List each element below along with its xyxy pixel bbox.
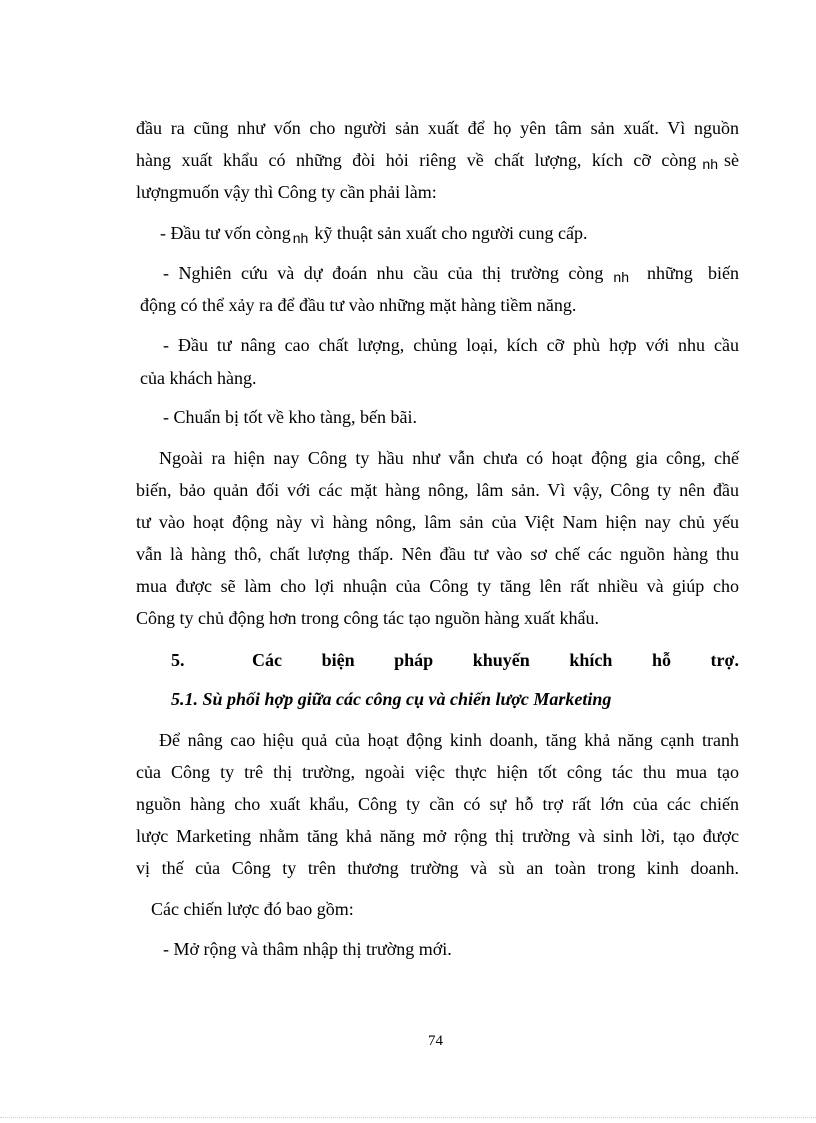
bullet-item bbox=[163, 262, 739, 284]
heading-word: trợ. bbox=[710, 650, 739, 670]
text-line: vẫn là hàng thô, chất lượng thấp. Nên đầu tư vào sơ chế các nguồn hàng thu bbox=[136, 544, 739, 564]
text-line: tư vào hoạt động này vì hàng nông, lâm sản của Việt Nam hiện nay chủ yếu bbox=[136, 512, 739, 532]
text-span: những biến bbox=[647, 263, 739, 283]
text-span: kỹ thuật sản xuất cho người cung cấp. bbox=[314, 223, 588, 243]
heading-word: Các bbox=[252, 650, 282, 670]
text-line: mua được sẽ làm cho lợi nhuận của Công ty tăng lên rất nhiều và giúp cho bbox=[136, 576, 739, 596]
text-line: của Công ty trê thị trường, ngoài việc thực hiện tốt công tác thu mua tạo bbox=[136, 762, 739, 782]
heading-word: khuyến bbox=[472, 650, 530, 670]
text-line: Ngoài ra hiện nay Công ty hầu như vẫn chưa có hoạt động gia công, chế bbox=[159, 448, 739, 468]
section-heading bbox=[252, 649, 739, 671]
text-line: nguồn hàng cho xuất khẩu, Công ty cần có sự hỗ trợ rất lớn của các chiến bbox=[136, 794, 739, 814]
garbled-fragment: nh bbox=[702, 156, 718, 172]
text-line: lược Marketing nhằm tăng khả năng mở rộng thị trường và sinh lời, tạo được bbox=[136, 826, 739, 846]
text-line: Các chiến lược đó bao gồm: bbox=[151, 899, 354, 919]
heading-word: khích bbox=[569, 650, 613, 670]
garbled-fragment: nh bbox=[613, 269, 629, 285]
text-line: biến, bảo quản đối với các mặt hàng nông, lâm sản. Vì vậy, Công ty nên đầu bbox=[136, 480, 739, 500]
heading-word: biện bbox=[321, 650, 355, 670]
bullet-item: - Chuẩn bị tốt về kho tàng, bến bãi. bbox=[163, 407, 417, 427]
bullet-item bbox=[160, 222, 588, 245]
text-line: đầu ra cũng như vốn cho người sản xuất để họ yên tâm sản xuất. Vì nguồn bbox=[136, 118, 739, 138]
heading-word: pháp bbox=[394, 650, 434, 670]
bullet-item: - Đầu tư nâng cao chất lượng, chủng loại, kích cỡ phù hợp với nhu cầu bbox=[163, 335, 739, 355]
text-line: của khách hàng. bbox=[140, 368, 257, 388]
text-line bbox=[136, 149, 739, 171]
section-heading-number: 5. bbox=[171, 650, 185, 670]
text-line: Công ty chủ động hơn trong công tác tạo nguồn hàng xuất khẩu. bbox=[136, 608, 599, 628]
text-span: sè bbox=[724, 150, 739, 170]
bullet-item: - Mở rộng và thâm nhập thị trường mới. bbox=[163, 939, 452, 959]
text-line: lượngmuốn vậy thì Công ty cần phải làm: bbox=[136, 182, 437, 202]
text-span: - Đầu tư vốn còng bbox=[160, 223, 291, 243]
subsection-heading: 5.1. Sù phối hợp giữa các công cụ và chiến lược Marketing bbox=[171, 689, 612, 709]
text-span: hàng xuất khẩu có những đòi hỏi riêng về chất lượng, kích cỡ còng bbox=[136, 150, 697, 170]
page-bottom-border bbox=[0, 1117, 816, 1118]
text-line: động có thể xảy ra để đầu tư vào những mặt hàng tiềm năng. bbox=[140, 295, 577, 315]
text-line: Để nâng cao hiệu quả của hoạt động kinh doanh, tăng khả năng cạnh tranh bbox=[159, 730, 739, 750]
page-number: 74 bbox=[428, 1033, 443, 1049]
heading-word: hỗ bbox=[651, 650, 671, 670]
text-span: - Nghiên cứu và dự đoán nhu cầu của thị trường còng bbox=[163, 263, 604, 283]
text-line: vị thế của Công ty trên thương trường và sù an toàn trong kinh doanh. bbox=[136, 858, 739, 878]
garbled-fragment: nh bbox=[292, 230, 309, 246]
